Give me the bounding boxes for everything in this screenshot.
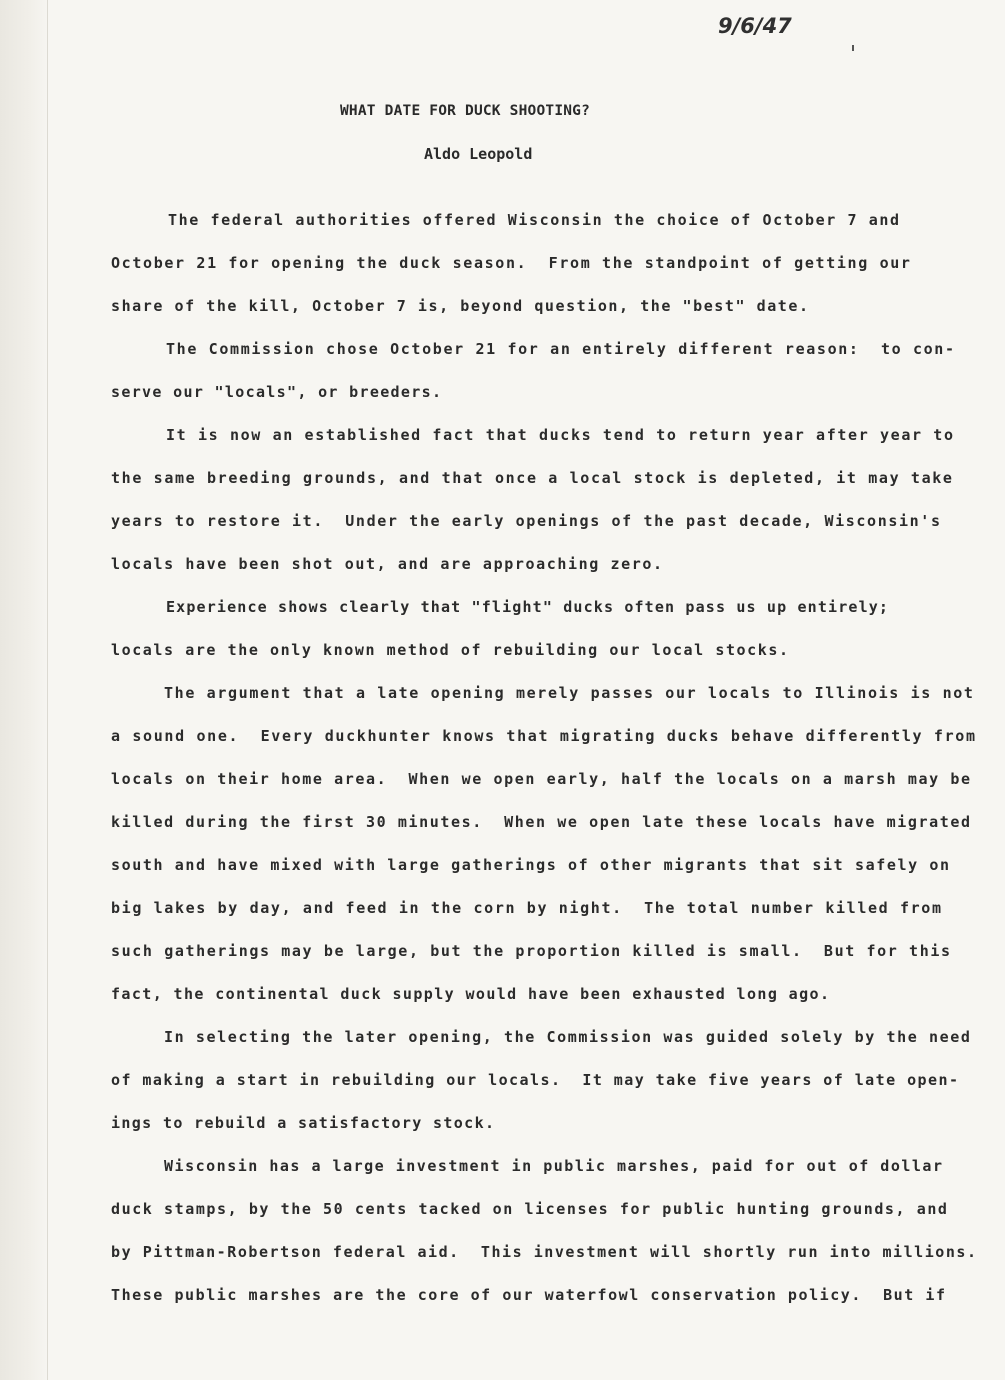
text-line: serve our "locals", or breeders. xyxy=(111,383,443,401)
text-line: killed during the first 30 minutes. When we open late these locals have migrated xyxy=(111,813,972,831)
text-line: These public marshes are the core of our waterfowl conservation policy. But if xyxy=(111,1286,947,1304)
document-title: WHAT DATE FOR DUCK SHOOTING? xyxy=(340,103,591,119)
text-line: The federal authorities offered Wisconsin the choice of October 7 and xyxy=(168,211,901,229)
page-edge-shadow xyxy=(0,0,48,1380)
text-line: years to restore it. Under the early openings of the past decade, Wisconsin's xyxy=(111,512,942,530)
page-edge-line xyxy=(47,0,48,1380)
text-line: October 21 for opening the duck season. From the standpoint of getting our xyxy=(111,254,912,272)
text-line: south and have mixed with large gatherings of other migrants that sit safely on xyxy=(111,856,951,874)
text-line: by Pittman-Robertson federal aid. This investment will shortly run into millions. xyxy=(111,1243,978,1261)
text-line: locals on their home area. When we open early, half the locals on a marsh may be xyxy=(111,770,972,788)
text-line: locals are the only known method of rebuilding our local stocks. xyxy=(111,641,790,659)
text-line: a sound one. Every duckhunter knows that migrating ducks behave differently from xyxy=(111,727,977,745)
document-author: Aldo Leopold xyxy=(424,145,533,163)
text-line: ings to rebuild a satisfactory stock. xyxy=(111,1114,496,1132)
text-line: duck stamps, by the 50 cents tacked on licenses for public hunting grounds, and xyxy=(111,1200,949,1218)
handwritten-date: 9/6/47 xyxy=(718,14,792,38)
text-line: locals have been shot out, and are approaching zero. xyxy=(111,555,664,573)
text-line: In selecting the later opening, the Commission was guided solely by the need xyxy=(164,1028,972,1046)
text-line: big lakes by day, and feed in the corn by night. The total number killed from xyxy=(111,899,943,917)
text-line: The Commission chose October 21 for an entirely different reason: to con- xyxy=(166,340,956,358)
text-line: Wisconsin has a large investment in public marshes, paid for out of dollar xyxy=(164,1157,944,1175)
text-line: Experience shows clearly that "flight" ducks often pass us up entirely; xyxy=(166,598,890,616)
text-line: The argument that a late opening merely passes our locals to Illinois is not xyxy=(164,684,975,702)
text-line: fact, the continental duck supply would have been exhausted long ago. xyxy=(111,985,831,1003)
text-line: such gatherings may be large, but the proportion killed is small. But for this xyxy=(111,942,952,960)
pencil-mark xyxy=(852,45,854,51)
text-line: the same breeding grounds, and that once a local stock is depleted, it may take xyxy=(111,469,954,487)
text-line: It is now an established fact that ducks tend to return year after year to xyxy=(166,426,955,444)
text-line: share of the kill, October 7 is, beyond question, the "best" date. xyxy=(111,297,810,315)
text-line: of making a start in rebuilding our locals. It may take five years of late open- xyxy=(111,1071,960,1089)
